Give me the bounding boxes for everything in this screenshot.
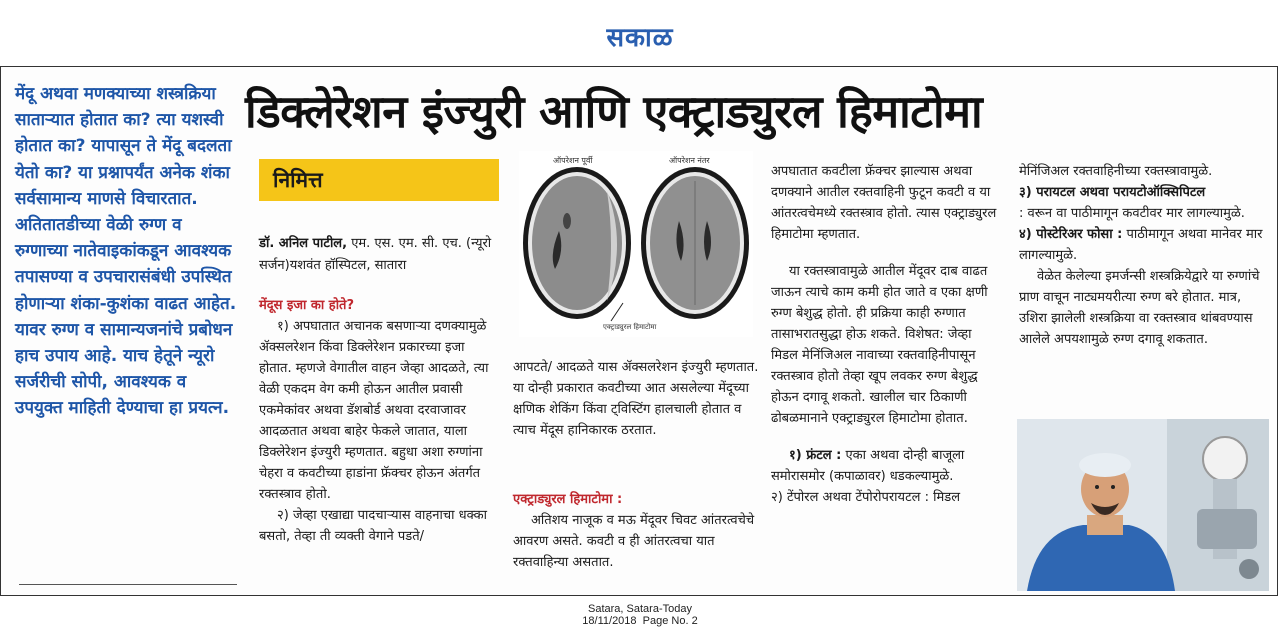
- subheading-extradural-hematoma: एक्ट्राड्युरल हिमाटोमा :: [513, 492, 623, 507]
- ct-scan-figure: [519, 151, 753, 337]
- list-item-heading: १) फ्रंटल :: [789, 448, 842, 463]
- section-label: निमित्त: [273, 168, 323, 192]
- subheading-why-injury: मेंदूस इजा का होते?: [259, 298, 355, 313]
- newspaper-masthead: सकाळ: [606, 23, 674, 53]
- paragraph: १) अपघातात अचानक बसणाऱ्या दणक्यामुळे ॲक्सलरेशन किंवा डिक्लेरेशन प्रकारच्या इजा होतात. म्हणजे वेगातील वाहन जेव्हा आदळते, त्या वेळी एकदम वेग कमी होऊन आतील प्रवासी एकमेकांवर अथवा डॅशबोर्ड अथवा दरवाजावर आदळतात अथवा बाहेर फेकले जातात, याला डिक्लेरेशन इंज्युरी म्हणतात. बहुधा अशा रुग्णांना चेहरा व कवटीच्या हाडांना फ्रॅक्चर होऊन अंतर्गत रक्तस्त्राव होतो.: [259, 319, 489, 502]
- footer-source-line: Satara, Satara-Today: [588, 603, 692, 615]
- sidebar-intro: मेंदू अथवा मणक्याच्या शस्त्रक्रिया साताऱ्यात होतात का? त्या यशस्वी होतात का? यापासून ते मेंदू बदलता येतो का? या प्रश्नापर्यंत अनेक शंका सर्वसामान्य माणसे विचारतात. अतितातडीच्या वेळी रुग्ण व रुग्णाच्या नातेवाइकांकडून आवश्यक तपासण्या व उपचारासंबंधी उपस्थित होणाऱ्या शंका-कुशंका वाढत आहेत. यावर रुग्ण व सामान्यजनांचे प्रबोधन हाच उपाय आहे. याच हेतूने न्यूरो सर्जरीची सोपी, आवश्यक व उपयुक्त माहिती देण्याचा हा प्रयत्न.: [15, 84, 237, 419]
- article-clipping: [0, 66, 1278, 596]
- paragraph: मेनिंजिअल रक्तवाहिनीच्या रक्तस्त्रावामुळे.: [1019, 164, 1213, 179]
- list-item: २) टेंपोरल अथवा टेंपोरोपरायटल : मिडल: [771, 490, 961, 505]
- author-byline: [259, 233, 499, 277]
- article-column-3: [771, 161, 999, 508]
- doctor-photo-illustration: [1017, 419, 1269, 591]
- figure-hematoma-label: एक्ट्राड्युरल हिमाटोमा: [603, 323, 657, 331]
- figure-caption-before: ऑपरेशन पूर्वी: [553, 156, 593, 165]
- figure-caption-after: ऑपरेशन नंतर: [669, 156, 710, 165]
- list-item-text: एका अथवा दोन्ही बाजूला समोरासमोर (कपाळावर) धडकल्यामुळे.: [771, 448, 965, 484]
- footer-source: [0, 603, 1280, 627]
- list-item-text: : वरून वा पाठीमागून कवटीवर मार लागल्यामुळे.: [1019, 206, 1245, 221]
- paragraph: अतिशय नाजूक व मऊ मेंदूवर चिवट आंतरत्वचेचे आवरण असते. कवटी व ही आंतरत्वचा यात रक्तवाहिन्या असतात.: [513, 513, 755, 570]
- paragraph: अपघातात कवटीला फ्रॅक्चर झाल्यास अथवा दणक्याने आतील रक्तवाहिनी फुटून कवटी व या आंतरत्वचेमध्ये रक्तस्त्राव होतो. त्यास एक्ट्राड्युरल हिमाटोमा म्हणतात.: [771, 164, 997, 242]
- article-column-2: [513, 357, 759, 441]
- paragraph: आपटते/ आदळते यास ॲक्सलरेशन इंज्युरी म्हणतात. या दोन्ही प्रकारात कवटीच्या आत असलेल्या मेंदूच्या क्षणिक शेकिंग किंवा ट्विस्टिंग हालचाली होतात व त्याच मेंदूस हानिकारक ठरतात.: [513, 360, 759, 438]
- list-item-heading: ४) पोस्टेरिअर फोसा :: [1019, 227, 1123, 242]
- list-item: [1019, 224, 1265, 266]
- author-name: डॉ. अनिल पाटील,: [259, 236, 348, 251]
- section-label-box: [259, 159, 499, 201]
- footer-date-page: 18/11/2018 Page No. 2: [582, 615, 698, 627]
- sidebar-divider: [19, 584, 237, 585]
- author-details: एम. एस. एम. सी. एच. (न्यूरो सर्जन)यशवंत हॉस्पिटल, सातारा: [259, 236, 492, 273]
- article-headline: डिक्लेरेशन इंज्युरी आणि एक्ट्राड्युरल हिमाटोमा: [245, 85, 983, 138]
- list-item-heading: ३) परायटल अथवा परायटोऑक्सिपिटल: [1019, 185, 1206, 200]
- ct-scan-images: [519, 151, 753, 337]
- article-column-4: [1019, 161, 1265, 350]
- article-column-1: [259, 295, 501, 547]
- author-photo: [1017, 419, 1269, 591]
- list-item: [771, 445, 999, 487]
- paragraph: २) जेव्हा एखाद्या पादचाऱ्यास वाहनाचा धक्का बसतो, तेव्हा ती व्यक्ती वेगाने पडते/: [259, 508, 488, 544]
- list-item-text: पाठीमागून अथवा मानेवर मार लागल्यामुळे.: [1019, 227, 1263, 263]
- article-column-2-lower: [513, 489, 759, 573]
- paragraph: वेळेत केलेल्या इमर्जन्सी शस्त्रक्रियेद्वारे या रुग्णांचे प्राण वाचून नाट्यमयरीत्या रुग्ण बरे होतात. मात्र, उशिरा झालेली शस्त्रक्रिया वा रक्तस्त्राव थांबवण्यास आलेले अपयशामुळे रुग्ण दगावू शकतात.: [1019, 269, 1260, 347]
- paragraph: या रक्तस्त्रावामुळे आतील मेंदूवर दाब वाढत जाऊन त्याचे काम कमी होत जाते व एका क्षणी रुग्ण बेशुद्ध होतो. ही प्रक्रिया काही रुग्णात तासाभरातसुद्धा होऊ शकते. विशेषत: जेव्हा मिडल मेनिंजिअल नावाच्या रक्तवाहिनीपासून रक्तस्त्राव होतो तेव्हा खूप लवकर रुग्ण बेशुद्ध होऊन दगावू शकतो. खालील चार ठिकाणी ढोबळमानाने एक्ट्राड्युरल हिमाटोमा होतात.: [771, 264, 988, 426]
